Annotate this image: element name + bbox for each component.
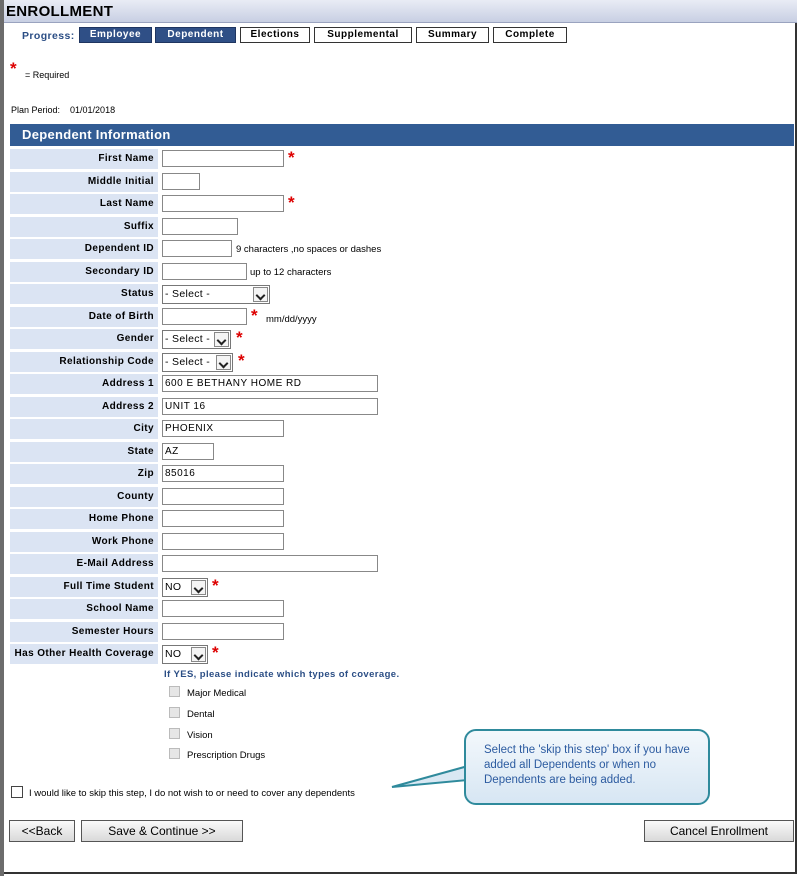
- row-state: [10, 442, 794, 463]
- state-input[interactable]: AZ: [162, 443, 214, 460]
- required-star-icon: *: [288, 148, 295, 167]
- instruction-callout: Select the 'skip this step' box if you have added all Dependents or when no Dependents are being added.: [464, 729, 710, 805]
- required-star-icon: *: [212, 643, 219, 662]
- status-select[interactable]: [162, 285, 270, 304]
- callout-pointer: [390, 760, 472, 790]
- email-label: E-Mail Address: [10, 554, 158, 574]
- row-middle-initial: [10, 172, 794, 193]
- step-supplemental[interactable]: Supplemental: [314, 27, 412, 43]
- required-star-icon: *: [251, 306, 258, 325]
- row-semester-hours: [10, 622, 794, 643]
- city-input[interactable]: PHOENIX: [162, 420, 284, 437]
- section-header: Dependent Information: [10, 124, 794, 146]
- gender-select[interactable]: [162, 330, 231, 349]
- row-first-name: [10, 149, 794, 170]
- semester-hours-input[interactable]: [162, 623, 284, 640]
- page-title: ENROLLMENT: [6, 3, 114, 20]
- middle-initial-input[interactable]: [162, 173, 200, 190]
- work-phone-input[interactable]: [162, 533, 284, 550]
- prescription-drugs-label: Prescription Drugs: [187, 750, 266, 761]
- row-gender: [10, 329, 794, 350]
- save-continue-button[interactable]: Save & Continue >>: [81, 820, 243, 842]
- suffix-input[interactable]: [162, 218, 238, 235]
- row-full-time-student: [10, 577, 794, 598]
- row-zip: [10, 464, 794, 485]
- title-bar: [4, 0, 797, 23]
- required-legend: [10, 59, 70, 80]
- row-county: [10, 487, 794, 508]
- row-status: [10, 284, 794, 305]
- vision-label: Vision: [187, 730, 213, 741]
- required-legend-text: = Required: [25, 70, 70, 80]
- suffix-label: Suffix: [10, 217, 158, 237]
- required-star-icon: *: [10, 59, 17, 78]
- vision-checkbox[interactable]: [169, 728, 180, 739]
- home-phone-label: Home Phone: [10, 509, 158, 529]
- plan-period: [11, 105, 115, 115]
- row-city: [10, 419, 794, 440]
- dental-checkbox[interactable]: [169, 707, 180, 718]
- row-address-1: [10, 374, 794, 395]
- gender-label: Gender: [10, 329, 158, 349]
- row-date-of-birth: [10, 307, 794, 328]
- state-label: State: [10, 442, 158, 462]
- school-name-input[interactable]: [162, 600, 284, 617]
- dependent-id-hint: 9 characters ,no spaces or dashes: [236, 244, 382, 255]
- address-2-input[interactable]: UNIT 16: [162, 398, 378, 415]
- row-dependent-id: [10, 239, 794, 260]
- required-star-icon: *: [238, 351, 245, 370]
- chevron-down-icon[interactable]: [216, 355, 231, 370]
- middle-initial-label: Middle Initial: [10, 172, 158, 192]
- last-name-label: Last Name: [10, 194, 158, 214]
- relationship-code-select-value: - Select -: [165, 356, 211, 368]
- dependent-id-label: Dependent ID: [10, 239, 158, 259]
- first-name-label: First Name: [10, 149, 158, 169]
- prescription-drugs-checkbox[interactable]: [169, 748, 180, 759]
- last-name-input[interactable]: [162, 195, 284, 212]
- other-health-coverage-label: Has Other Health Coverage: [10, 644, 158, 664]
- full-time-student-select[interactable]: [162, 578, 208, 597]
- coverage-note: If YES, please indicate which types of coverage.: [164, 669, 400, 680]
- school-name-label: School Name: [10, 599, 158, 619]
- zip-input[interactable]: 85016: [162, 465, 284, 482]
- step-elections[interactable]: Elections: [240, 27, 310, 43]
- date-of-birth-input[interactable]: [162, 308, 247, 325]
- row-relationship-code: [10, 352, 794, 373]
- back-button[interactable]: <<Back: [9, 820, 75, 842]
- chevron-down-icon[interactable]: [214, 332, 229, 347]
- full-time-student-label: Full Time Student: [10, 577, 158, 597]
- relationship-code-select[interactable]: [162, 353, 233, 372]
- full-time-student-select-value: NO: [165, 581, 182, 593]
- row-last-name: [10, 194, 794, 215]
- chevron-down-icon[interactable]: [253, 287, 268, 302]
- row-other-health-coverage: [10, 644, 794, 665]
- row-school-name: [10, 599, 794, 620]
- plan-period-label: Plan Period:: [11, 105, 61, 115]
- major-medical-checkbox[interactable]: [169, 686, 180, 697]
- row-secondary-id: [10, 262, 794, 283]
- cancel-enrollment-button[interactable]: Cancel Enrollment: [644, 820, 794, 842]
- row-address-2: [10, 397, 794, 418]
- dental-label: Dental: [187, 709, 215, 720]
- step-employee[interactable]: Employee: [79, 27, 152, 43]
- step-complete[interactable]: Complete: [493, 27, 567, 43]
- chevron-down-icon[interactable]: [191, 647, 206, 662]
- county-input[interactable]: [162, 488, 284, 505]
- required-star-icon: *: [236, 328, 243, 347]
- relationship-code-label: Relationship Code: [10, 352, 158, 372]
- skip-step-label: I would like to skip this step, I do not wish to or need to cover any dependents: [29, 788, 355, 799]
- secondary-id-hint: up to 12 characters: [250, 267, 332, 278]
- row-home-phone: [10, 509, 794, 530]
- other-health-coverage-select[interactable]: [162, 645, 208, 664]
- email-input[interactable]: [162, 555, 378, 572]
- address-1-input[interactable]: 600 E BETHANY HOME RD: [162, 375, 378, 392]
- semester-hours-label: Semester Hours: [10, 622, 158, 642]
- window-left-border: [0, 0, 4, 876]
- zip-label: Zip: [10, 464, 158, 484]
- required-star-icon: *: [212, 576, 219, 595]
- address-1-label: Address 1: [10, 374, 158, 394]
- city-label: City: [10, 419, 158, 439]
- progress-label: Progress:: [22, 30, 75, 42]
- status-select-value: - Select -: [165, 288, 211, 300]
- skip-step-checkbox[interactable]: [11, 786, 23, 798]
- address-2-label: Address 2: [10, 397, 158, 417]
- date-of-birth-label: Date of Birth: [10, 307, 158, 327]
- row-email: [10, 554, 794, 575]
- gender-select-value: - Select -: [165, 333, 211, 345]
- work-phone-label: Work Phone: [10, 532, 158, 552]
- status-label: Status: [10, 284, 158, 304]
- required-star-icon: *: [288, 193, 295, 212]
- date-of-birth-hint: mm/dd/yyyy: [266, 314, 317, 325]
- county-label: County: [10, 487, 158, 507]
- home-phone-input[interactable]: [162, 510, 284, 527]
- dependent-id-input[interactable]: [162, 240, 232, 257]
- major-medical-label: Major Medical: [187, 688, 247, 699]
- other-health-coverage-select-value: NO: [165, 648, 182, 660]
- secondary-id-label: Secondary ID: [10, 262, 158, 282]
- row-suffix: [10, 217, 794, 238]
- chevron-down-icon[interactable]: [191, 580, 206, 595]
- row-work-phone: [10, 532, 794, 553]
- step-summary[interactable]: Summary: [416, 27, 489, 43]
- step-dependent[interactable]: Dependent: [155, 27, 236, 43]
- plan-period-value: 01/01/2018: [70, 105, 116, 115]
- secondary-id-input[interactable]: [162, 263, 247, 280]
- first-name-input[interactable]: [162, 150, 284, 167]
